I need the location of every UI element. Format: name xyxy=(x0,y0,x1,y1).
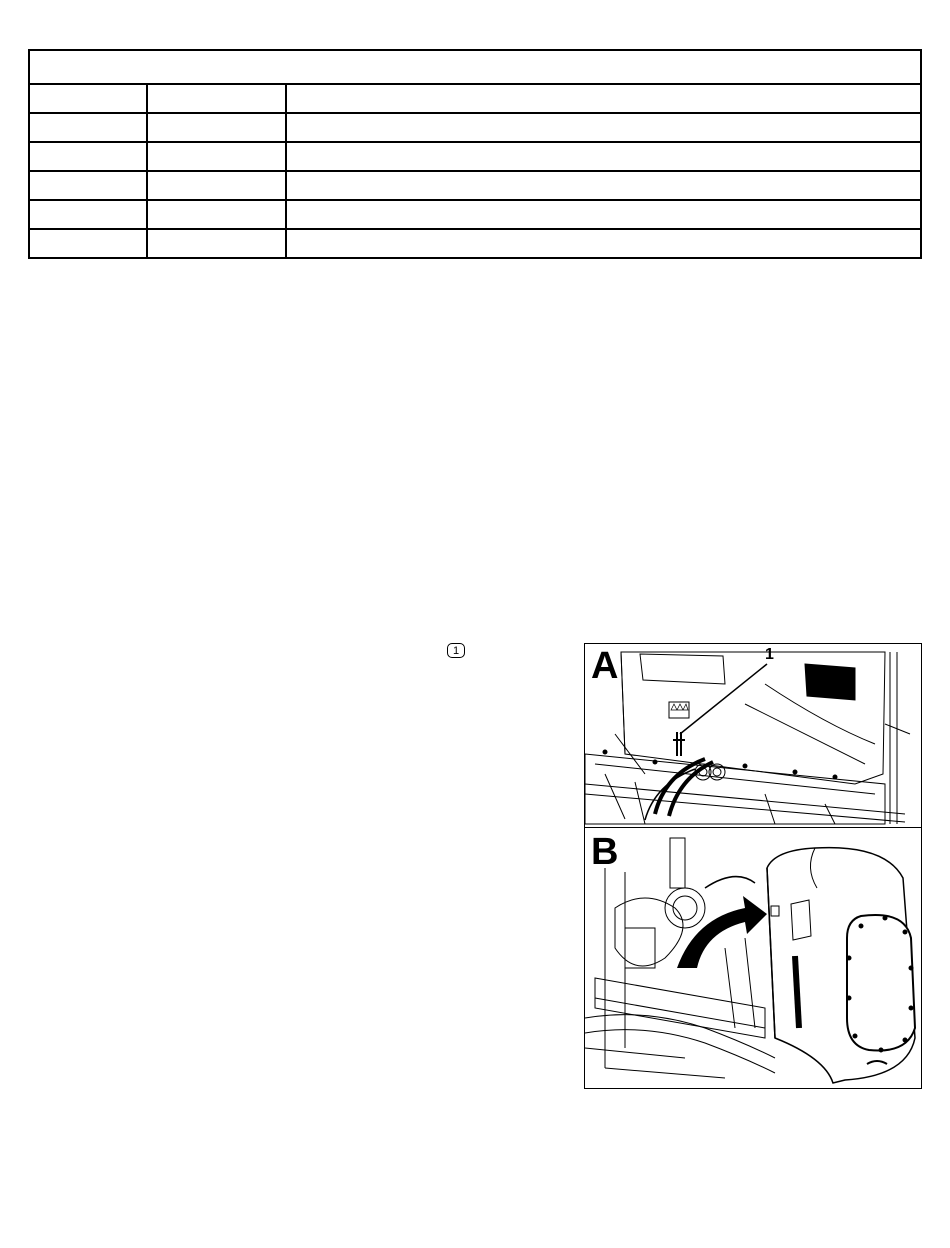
table-row xyxy=(29,171,921,200)
figure-a-callout: 1 xyxy=(765,646,774,663)
table-cell xyxy=(29,142,147,171)
table-cell xyxy=(286,113,921,142)
step-text xyxy=(40,642,540,672)
table-cell xyxy=(286,229,921,258)
table-header xyxy=(29,50,921,84)
table-cell xyxy=(147,142,286,171)
table-cell xyxy=(29,84,147,113)
table-cell xyxy=(286,84,921,113)
figure-a-label: A xyxy=(591,645,619,687)
table-cell xyxy=(147,113,286,142)
table-header-row xyxy=(29,50,921,84)
table-row xyxy=(29,200,921,229)
figure-b-drawing xyxy=(585,828,922,1089)
table-cell xyxy=(29,113,147,142)
table-cell xyxy=(29,171,147,200)
spec-table xyxy=(28,49,922,259)
table-cell xyxy=(29,229,147,258)
table-row xyxy=(29,113,921,142)
step-callout: 1 xyxy=(447,643,465,658)
figure-a-drawing xyxy=(585,644,922,828)
figure-b-label: B xyxy=(591,831,619,873)
table-cell xyxy=(29,200,147,229)
figure-a xyxy=(584,643,922,828)
table-cell xyxy=(147,171,286,200)
table-row xyxy=(29,229,921,258)
table-cell xyxy=(286,200,921,229)
table-row xyxy=(29,142,921,171)
table-cell xyxy=(147,229,286,258)
table-row xyxy=(29,84,921,113)
table-cell xyxy=(147,200,286,229)
table-cell xyxy=(286,142,921,171)
table-cell xyxy=(147,84,286,113)
figure-b xyxy=(584,828,922,1089)
table-cell xyxy=(286,171,921,200)
